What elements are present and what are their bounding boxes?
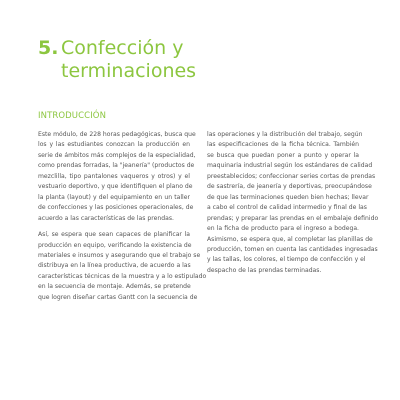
left-column	[38, 130, 207, 309]
text-line: y las tallas, los colores, el tiempo de confección y el	[207, 256, 366, 264]
chapter-title-line2: terminaciones	[61, 60, 197, 82]
text-line: las operaciones y la distribución del trabajo, según	[207, 131, 363, 138]
text-line: producción en equipo, verificando la existencia de	[38, 241, 192, 249]
text-line: los y las estudiantes conozcan la producción en	[38, 141, 190, 149]
section-heading: INTRODUCCIÓN	[38, 111, 107, 121]
text-line: mezclilla, tipo pantalones vaqueros y otros) y el	[38, 172, 190, 180]
text-line: serie de ámbitos más complejos de la especialidad,	[38, 151, 196, 159]
text-line: como prendas forradas, la "jeanería" (productos de	[38, 162, 195, 170]
text-line: preestablecidos; confeccionar series cortas de prendas	[207, 172, 376, 180]
text-line: en la secuencia de montaje. Además, se pretende	[38, 283, 191, 291]
text-line: las especificaciones de la ficha técnica. También	[207, 141, 359, 149]
text-line: prendas; y preparar las prendas en el embalaje definido	[207, 214, 379, 222]
text-line: producción, tomen en cuenta las cantidades ingresadas	[207, 245, 378, 253]
paragraph	[38, 130, 196, 224]
text-line: despacho de las prendas terminadas.	[207, 266, 322, 274]
right-column	[207, 130, 379, 282]
text-line: que logren diseñar cartas Gantt con la secuencia de	[38, 293, 198, 301]
text-line: distribuya en la línea productiva, de acuerdo a las	[38, 262, 191, 270]
text-line: características técnicas de la muestra y a lo estipulado	[38, 272, 207, 280]
chapter-title-text-1: Confección y	[61, 37, 184, 59]
chapter-title-line1	[38, 37, 196, 60]
text-line: de confecciones y las posiciones operacionales, de	[38, 204, 194, 212]
text-line: Este módulo, de 228 horas pedagógicas, busca que	[38, 131, 196, 138]
paragraph	[207, 130, 379, 276]
text-line: vestuario deportivo, y que identifiquen el plano de	[38, 183, 193, 191]
chapter-title	[38, 37, 196, 83]
text-line: Asimismo, se espera que, al completar las planillas de	[207, 235, 373, 243]
text-line: se busca que puedan poner a punto y operar la	[207, 151, 359, 159]
text-line: maquinaria industrial según los estándares de calidad	[207, 162, 373, 170]
chapter-number: 5.	[38, 37, 59, 59]
text-line: en la ficha de producto para el ingreso a bodega.	[207, 225, 359, 233]
text-line: a cabo el control de calidad intermedio y final de las	[207, 204, 367, 212]
text-line: acuerdo a las características de las prendas.	[38, 214, 174, 222]
text-line: la planta (layout) y del equipamiento en un taller	[38, 193, 190, 201]
paragraph	[38, 230, 207, 303]
text-line: Así, se espera que sean capaces de planificar la	[38, 231, 190, 239]
text-line: de que las terminaciones queden bien hechas; llevar	[207, 193, 369, 201]
text-line: materiales e insumos y asegurando que el trabajo se	[38, 251, 201, 259]
text-line: de sastrería, de jeanería y deportivas, preocupándose	[207, 183, 372, 191]
